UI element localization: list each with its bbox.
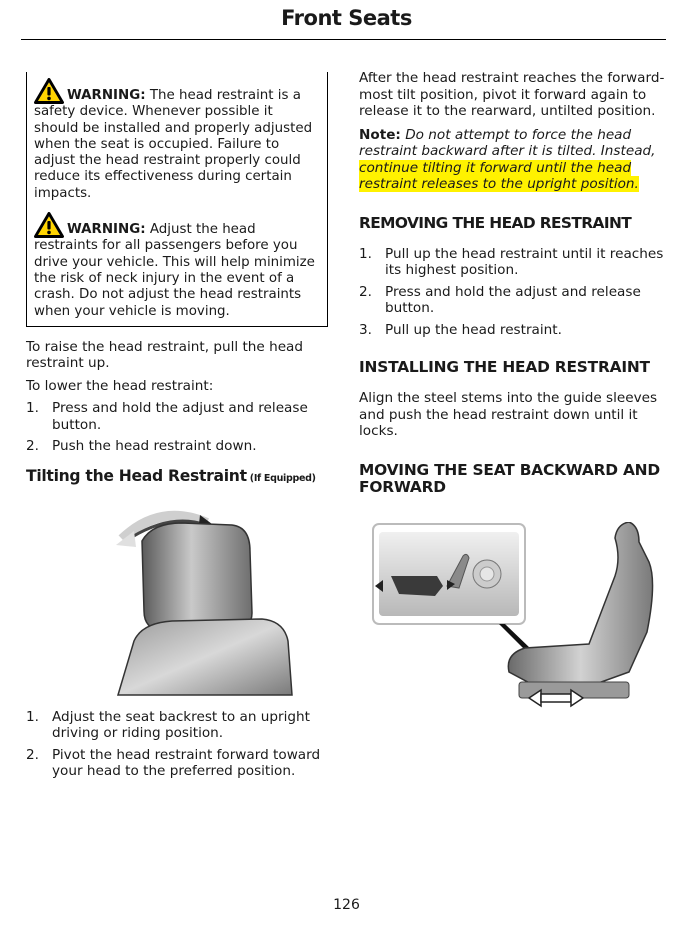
seat-adjust-illustration — [359, 522, 664, 722]
installing-text: Align the steel stems into the guide sleeves and push the head restraint down until it locks. — [359, 390, 658, 439]
warning-text: The head restraint is a safety device. Whenever possible it should be installed and properly adjusted when the seat is occupied. Failure to adjust the head restraint properly could reduce its effectiveness during certain impacts. — [34, 88, 313, 201]
installing-heading: INSTALLING THE HEAD RESTRAINT — [359, 358, 650, 376]
page-title: Front Seats — [281, 6, 412, 30]
list-item: 2. Press and hold the adjust and release button. — [359, 283, 641, 316]
warning-box — [26, 72, 328, 327]
tilt-steps — [26, 709, 328, 780]
page-header — [0, 0, 693, 40]
list-item: 2. Pivot the head restraint forward toward your head to the preferred position. — [26, 746, 321, 780]
tilt-heading: Tilting the Head Restraint (If Equipped) — [26, 466, 316, 485]
warning-text: Adjust the head restraints for all passengers before you drive your vehicle. This will help minimize the risk of neck injury in the event of a crash. Do not adjust the head restraints when your vehicle is moving. — [34, 222, 315, 319]
head-restraint-illustration — [112, 501, 328, 697]
left-column — [26, 72, 328, 780]
removing-steps — [359, 246, 669, 339]
list-item: 2. Push the head restraint down. — [26, 438, 257, 455]
list-item: 1. Adjust the seat backrest to an upright driving or riding position. — [26, 708, 310, 742]
warning-1 — [34, 78, 321, 202]
raise-text: To raise the head restraint, pull the head restraint up. — [26, 338, 304, 372]
warning-2 — [34, 212, 321, 320]
list-item: 1. Pull up the head restraint until it reaches its highest position. — [359, 245, 664, 278]
list-item: 3. Pull up the head restraint. — [359, 321, 562, 338]
highlighted-note: continue tilting it forward until the head restraint releases to the upright position. — [359, 159, 639, 192]
warning-label: WARNING: — [67, 88, 146, 103]
warning-label: WARNING: — [67, 222, 146, 238]
lower-steps — [26, 400, 328, 455]
warning-triangle-icon — [34, 212, 64, 238]
moving-heading: MOVING THE SEAT BACKWARD AND FORWARD — [359, 460, 660, 496]
lower-text: To lower the head restraint: — [26, 377, 214, 394]
warning-triangle-icon — [34, 78, 64, 104]
right-column — [359, 70, 669, 722]
list-item: 1. Press and hold the adjust and release button. — [26, 400, 308, 433]
removing-heading: REMOVING THE HEAD RESTRAINT — [359, 213, 632, 232]
after-tilt-text: After the head restraint reaches the forward-most tilt position, pivot it forward again to release it to the rearward, untilted position. — [359, 70, 665, 119]
note: Note: Do not attempt to force the head restraint backward after it is tilted. Instead, continue tilting it forward until the head restraint releases to the upright position. — [359, 126, 656, 192]
page-number: 126 — [333, 897, 360, 913]
header-rule — [21, 39, 666, 40]
